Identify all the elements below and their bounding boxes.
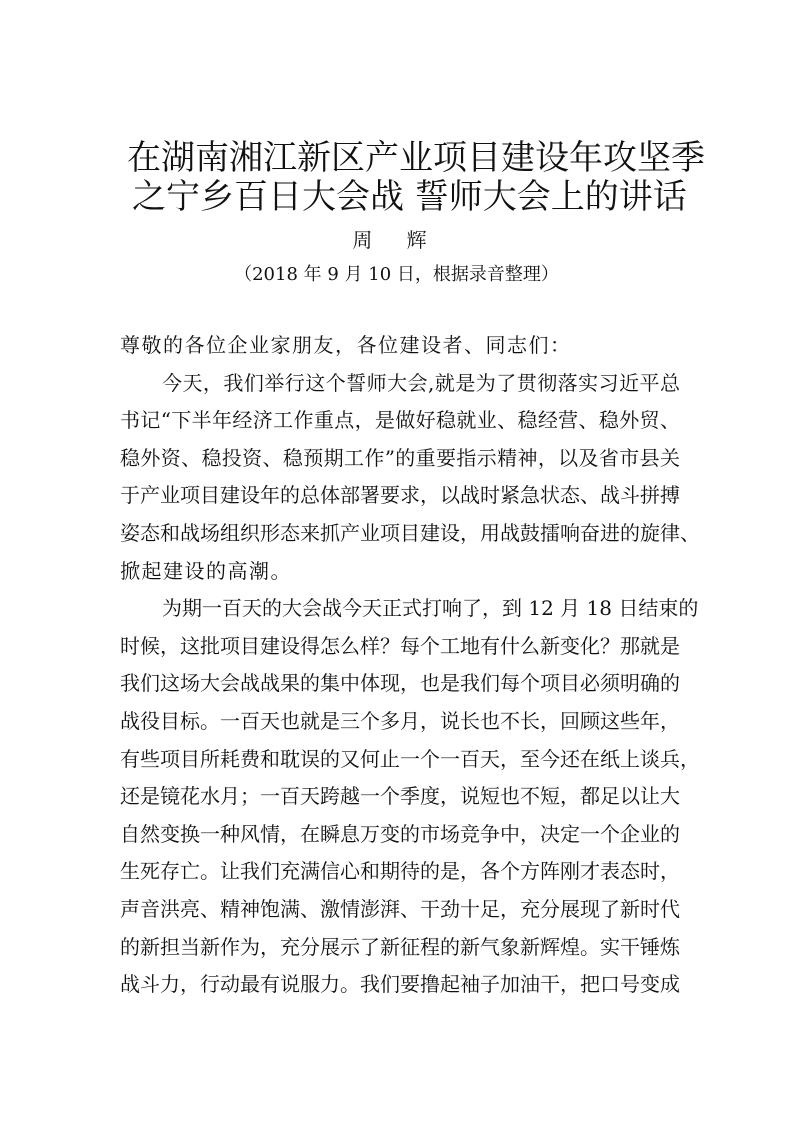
title-line-1: 在湖南湘江新区产业项目建设年攻坚季 (127, 138, 705, 178)
salutation: 尊敬的各位企业家朋友，各位建设者、同志们： (120, 333, 572, 357)
date-note: （2018 年 9 月 10 日，根据录音整理） (234, 264, 559, 285)
paragraph-line: 时候，这批项目建设得怎么样？每个工地有什么新变化？那就是 (120, 633, 680, 658)
paragraph-line: 为期一百天的大会战今天正式打响了，到 12 月 18 日结束的 (162, 596, 699, 621)
paragraph-line: 有些项目所耗费和耽误的又何止一个一百天，至今还在纸上谈兵， (120, 746, 700, 771)
paragraph-line: 生死存亡。让我们充满信心和期待的是，各个方阵刚才表态时， (120, 859, 680, 884)
paragraph-line: 战斗力，行动最有说服力。我们要撸起袖子加油干，把口号变成 (120, 972, 680, 997)
paragraph-line: 于产业项目建设年的总体部署要求，以战时紧急状态、战斗拼搏 (120, 483, 680, 508)
paragraph-line: 战役目标。一百天也就是三个多月，说长也不长，回顾这些年， (120, 709, 680, 733)
paragraph-line: 还是镜花水月；一百天跨越一个季度，说短也不短，都足以让大 (120, 784, 680, 809)
paragraph-line: 自然变换一种风情，在瞬息万变的市场竞争中，决定一个企业的 (120, 821, 680, 846)
paragraph-line: 我们这场大会战战果的集中体现，也是我们每个项目必须明确的 (120, 671, 680, 696)
paragraph-line: 稳外资、稳投资、稳预期工作”的重要指示精神，以及省市县关 (120, 445, 680, 470)
title-line-2: 之宁乡百日大会战 誓师大会上的讲话 (132, 177, 687, 217)
paragraph-line: 书记“下半年经济工作重点，是做好稳就业、稳经营、稳外贸、 (120, 408, 680, 433)
paragraph-line: 掀起建设的高潮。 (120, 558, 292, 583)
paragraph-line: 声音洪亮、精神饱满、激情澎湃、干劲十足，充分展现了新时代 (120, 897, 680, 921)
author: 周 辉 (352, 228, 441, 252)
paragraph-line: 今天，我们举行这个誓师大会,就是为了贯彻落实习近平总 (162, 370, 680, 395)
paragraph-line: 的新担当新作为，充分展示了新征程的新气象新辉煌。实干锤炼 (120, 934, 680, 959)
paragraph-line: 姿态和战场组织形态来抓产业项目建设，用战鼓擂响奋进的旋律、 (120, 521, 700, 545)
